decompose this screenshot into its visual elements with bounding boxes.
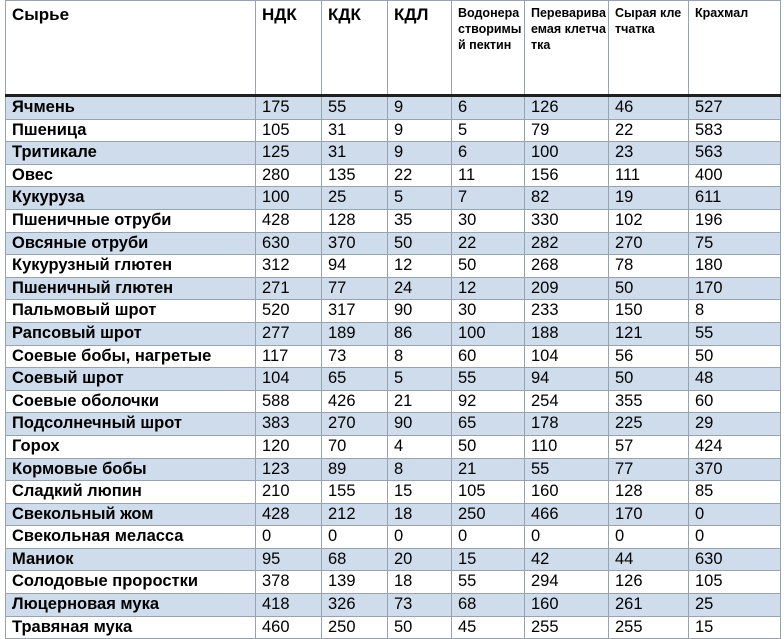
cell-insoluble-pectin: 92 [452, 390, 525, 413]
cell-raw-material: Соевые бобы, нагретые [6, 345, 256, 368]
cell-starch: 370 [689, 458, 781, 481]
cell-insoluble-pectin: 7 [452, 187, 525, 210]
cell-starch: 583 [689, 119, 781, 142]
cell-crude-fiber: 121 [609, 322, 689, 345]
cell-kdl: 8 [388, 458, 452, 481]
feed-composition-table [5, 0, 781, 639]
cell-kdk: 94 [322, 255, 388, 278]
cell-kdk: 139 [322, 571, 388, 594]
cell-starch: 563 [689, 142, 781, 165]
cell-crude-fiber: 255 [609, 616, 689, 639]
table-row [6, 96, 781, 120]
cell-kdk: 128 [322, 209, 388, 232]
cell-crude-fiber: 50 [609, 368, 689, 391]
cell-ndk: 123 [256, 458, 322, 481]
cell-crude-fiber: 23 [609, 142, 689, 165]
table-row [6, 277, 781, 300]
cell-kdl: 50 [388, 232, 452, 255]
cell-raw-material: Пшеничный глютен [6, 277, 256, 300]
cell-kdl: 8 [388, 345, 452, 368]
cell-ndk: 378 [256, 571, 322, 594]
cell-kdl: 9 [388, 142, 452, 165]
cell-digestible-fiber: 178 [525, 413, 609, 436]
header-kdk: КДК [322, 1, 388, 96]
cell-kdk: 135 [322, 164, 388, 187]
cell-insoluble-pectin: 45 [452, 616, 525, 639]
cell-digestible-fiber: 233 [525, 300, 609, 323]
cell-kdk: 426 [322, 390, 388, 413]
cell-kdk: 89 [322, 458, 388, 481]
header-digestible-fiber: Переваривaемая клетчатка [525, 1, 609, 96]
cell-digestible-fiber: 466 [525, 503, 609, 526]
table-row [6, 368, 781, 391]
cell-insoluble-pectin: 60 [452, 345, 525, 368]
table-row [6, 142, 781, 165]
cell-ndk: 120 [256, 435, 322, 458]
cell-raw-material: Кукуруза [6, 187, 256, 210]
cell-starch: 105 [689, 571, 781, 594]
cell-digestible-fiber: 82 [525, 187, 609, 210]
table-row [6, 548, 781, 571]
cell-digestible-fiber: 79 [525, 119, 609, 142]
cell-raw-material: Сладкий люпин [6, 481, 256, 504]
cell-digestible-fiber: 160 [525, 481, 609, 504]
cell-crude-fiber: 225 [609, 413, 689, 436]
cell-crude-fiber: 0 [609, 526, 689, 549]
table-row [6, 187, 781, 210]
cell-starch: 0 [689, 503, 781, 526]
cell-insoluble-pectin: 12 [452, 277, 525, 300]
cell-crude-fiber: 128 [609, 481, 689, 504]
header-insoluble-pectin: Водонерастворимый пектин [452, 1, 525, 96]
cell-digestible-fiber: 294 [525, 571, 609, 594]
table-row [6, 390, 781, 413]
cell-kdk: 73 [322, 345, 388, 368]
cell-insoluble-pectin: 6 [452, 96, 525, 120]
cell-kdl: 0 [388, 526, 452, 549]
cell-kdk: 77 [322, 277, 388, 300]
cell-raw-material: Подсолнечный шрот [6, 413, 256, 436]
cell-ndk: 105 [256, 119, 322, 142]
cell-raw-material: Люцерновая мука [6, 594, 256, 617]
cell-kdk: 250 [322, 616, 388, 639]
cell-crude-fiber: 57 [609, 435, 689, 458]
cell-starch: 15 [689, 616, 781, 639]
cell-crude-fiber: 46 [609, 96, 689, 120]
cell-kdk: 270 [322, 413, 388, 436]
cell-kdl: 21 [388, 390, 452, 413]
cell-digestible-fiber: 188 [525, 322, 609, 345]
cell-insoluble-pectin: 30 [452, 209, 525, 232]
cell-digestible-fiber: 55 [525, 458, 609, 481]
cell-kdl: 86 [388, 322, 452, 345]
table-row [6, 594, 781, 617]
cell-starch: 180 [689, 255, 781, 278]
cell-kdk: 326 [322, 594, 388, 617]
cell-digestible-fiber: 126 [525, 96, 609, 120]
cell-raw-material: Маниок [6, 548, 256, 571]
cell-digestible-fiber: 268 [525, 255, 609, 278]
table-row [6, 503, 781, 526]
cell-kdk: 155 [322, 481, 388, 504]
cell-crude-fiber: 78 [609, 255, 689, 278]
cell-ndk: 277 [256, 322, 322, 345]
cell-starch: 48 [689, 368, 781, 391]
cell-insoluble-pectin: 250 [452, 503, 525, 526]
table-row [6, 300, 781, 323]
cell-ndk: 95 [256, 548, 322, 571]
cell-kdl: 9 [388, 96, 452, 120]
cell-crude-fiber: 22 [609, 119, 689, 142]
cell-kdk: 31 [322, 142, 388, 165]
cell-ndk: 125 [256, 142, 322, 165]
cell-starch: 85 [689, 481, 781, 504]
header-crude-fiber: Сырая клетчатка [609, 1, 689, 96]
cell-kdl: 4 [388, 435, 452, 458]
cell-raw-material: Свекольный жом [6, 503, 256, 526]
cell-kdk: 55 [322, 96, 388, 120]
table-row [6, 322, 781, 345]
table-row [6, 164, 781, 187]
cell-kdl: 35 [388, 209, 452, 232]
cell-ndk: 271 [256, 277, 322, 300]
cell-kdl: 22 [388, 164, 452, 187]
cell-kdk: 0 [322, 526, 388, 549]
cell-starch: 8 [689, 300, 781, 323]
header-raw-material: Сырье [6, 1, 256, 96]
cell-digestible-fiber: 104 [525, 345, 609, 368]
cell-insoluble-pectin: 11 [452, 164, 525, 187]
cell-kdl: 15 [388, 481, 452, 504]
cell-insoluble-pectin: 50 [452, 255, 525, 278]
cell-kdk: 317 [322, 300, 388, 323]
cell-insoluble-pectin: 6 [452, 142, 525, 165]
cell-ndk: 383 [256, 413, 322, 436]
cell-insoluble-pectin: 105 [452, 481, 525, 504]
cell-kdk: 370 [322, 232, 388, 255]
cell-starch: 50 [689, 345, 781, 368]
cell-raw-material: Соевые оболочки [6, 390, 256, 413]
cell-insoluble-pectin: 5 [452, 119, 525, 142]
cell-kdk: 25 [322, 187, 388, 210]
header-row [6, 1, 781, 96]
cell-insoluble-pectin: 55 [452, 571, 525, 594]
cell-insoluble-pectin: 68 [452, 594, 525, 617]
cell-kdl: 73 [388, 594, 452, 617]
cell-crude-fiber: 50 [609, 277, 689, 300]
header-kdl: КДЛ [388, 1, 452, 96]
cell-digestible-fiber: 156 [525, 164, 609, 187]
cell-digestible-fiber: 330 [525, 209, 609, 232]
cell-raw-material: Кукурузный глютен [6, 255, 256, 278]
cell-ndk: 460 [256, 616, 322, 639]
cell-kdl: 5 [388, 368, 452, 391]
cell-ndk: 117 [256, 345, 322, 368]
cell-kdk: 70 [322, 435, 388, 458]
cell-digestible-fiber: 282 [525, 232, 609, 255]
cell-raw-material: Овес [6, 164, 256, 187]
cell-crude-fiber: 270 [609, 232, 689, 255]
cell-ndk: 210 [256, 481, 322, 504]
cell-crude-fiber: 261 [609, 594, 689, 617]
cell-raw-material: Овсяные отруби [6, 232, 256, 255]
cell-digestible-fiber: 100 [525, 142, 609, 165]
cell-starch: 60 [689, 390, 781, 413]
cell-digestible-fiber: 209 [525, 277, 609, 300]
cell-ndk: 630 [256, 232, 322, 255]
cell-crude-fiber: 77 [609, 458, 689, 481]
cell-digestible-fiber: 94 [525, 368, 609, 391]
cell-starch: 75 [689, 232, 781, 255]
cell-kdl: 50 [388, 616, 452, 639]
cell-raw-material: Рапсовый шрот [6, 322, 256, 345]
cell-raw-material: Пшеничные отруби [6, 209, 256, 232]
cell-digestible-fiber: 255 [525, 616, 609, 639]
cell-insoluble-pectin: 15 [452, 548, 525, 571]
cell-insoluble-pectin: 21 [452, 458, 525, 481]
cell-digestible-fiber: 110 [525, 435, 609, 458]
cell-crude-fiber: 102 [609, 209, 689, 232]
cell-raw-material: Солодовые проростки [6, 571, 256, 594]
table-row [6, 571, 781, 594]
cell-starch: 400 [689, 164, 781, 187]
table-row [6, 209, 781, 232]
cell-ndk: 280 [256, 164, 322, 187]
cell-raw-material: Горох [6, 435, 256, 458]
cell-starch: 424 [689, 435, 781, 458]
cell-kdl: 24 [388, 277, 452, 300]
cell-kdl: 5 [388, 187, 452, 210]
table-row [6, 435, 781, 458]
cell-starch: 55 [689, 322, 781, 345]
cell-raw-material: Соевый шрот [6, 368, 256, 391]
cell-kdk: 31 [322, 119, 388, 142]
table-row [6, 526, 781, 549]
cell-kdl: 90 [388, 300, 452, 323]
cell-raw-material: Кормовые бобы [6, 458, 256, 481]
cell-ndk: 0 [256, 526, 322, 549]
cell-digestible-fiber: 42 [525, 548, 609, 571]
cell-insoluble-pectin: 50 [452, 435, 525, 458]
cell-insoluble-pectin: 55 [452, 368, 525, 391]
cell-insoluble-pectin: 30 [452, 300, 525, 323]
cell-ndk: 520 [256, 300, 322, 323]
cell-crude-fiber: 170 [609, 503, 689, 526]
cell-starch: 527 [689, 96, 781, 120]
header-starch: Крахмал [689, 1, 781, 96]
cell-digestible-fiber: 0 [525, 526, 609, 549]
cell-starch: 170 [689, 277, 781, 300]
cell-starch: 196 [689, 209, 781, 232]
table-row [6, 616, 781, 639]
cell-crude-fiber: 56 [609, 345, 689, 368]
table-row [6, 345, 781, 368]
table-row [6, 413, 781, 436]
cell-ndk: 588 [256, 390, 322, 413]
cell-kdl: 9 [388, 119, 452, 142]
cell-crude-fiber: 44 [609, 548, 689, 571]
cell-starch: 611 [689, 187, 781, 210]
cell-insoluble-pectin: 100 [452, 322, 525, 345]
table-row [6, 481, 781, 504]
cell-crude-fiber: 126 [609, 571, 689, 594]
cell-ndk: 100 [256, 187, 322, 210]
cell-starch: 25 [689, 594, 781, 617]
cell-kdl: 90 [388, 413, 452, 436]
cell-ndk: 418 [256, 594, 322, 617]
cell-kdl: 18 [388, 503, 452, 526]
table-row [6, 458, 781, 481]
cell-raw-material: Тритикале [6, 142, 256, 165]
cell-insoluble-pectin: 0 [452, 526, 525, 549]
cell-starch: 29 [689, 413, 781, 436]
cell-kdl: 20 [388, 548, 452, 571]
cell-kdl: 12 [388, 255, 452, 278]
cell-raw-material: Пальмовый шрот [6, 300, 256, 323]
cell-ndk: 428 [256, 503, 322, 526]
cell-ndk: 104 [256, 368, 322, 391]
cell-digestible-fiber: 254 [525, 390, 609, 413]
cell-crude-fiber: 19 [609, 187, 689, 210]
cell-raw-material: Травяная мука [6, 616, 256, 639]
cell-kdk: 189 [322, 322, 388, 345]
cell-ndk: 175 [256, 96, 322, 120]
table-row [6, 255, 781, 278]
cell-starch: 0 [689, 526, 781, 549]
cell-crude-fiber: 150 [609, 300, 689, 323]
cell-kdk: 212 [322, 503, 388, 526]
cell-insoluble-pectin: 22 [452, 232, 525, 255]
cell-kdk: 68 [322, 548, 388, 571]
cell-raw-material: Ячмень [6, 96, 256, 120]
cell-raw-material: Пшеница [6, 119, 256, 142]
table-row [6, 119, 781, 142]
header-ndk: НДК [256, 1, 322, 96]
cell-kdl: 18 [388, 571, 452, 594]
cell-insoluble-pectin: 65 [452, 413, 525, 436]
cell-raw-material: Свекольная меласса [6, 526, 256, 549]
cell-digestible-fiber: 160 [525, 594, 609, 617]
cell-starch: 630 [689, 548, 781, 571]
cell-ndk: 312 [256, 255, 322, 278]
cell-crude-fiber: 111 [609, 164, 689, 187]
cell-kdk: 65 [322, 368, 388, 391]
cell-ndk: 428 [256, 209, 322, 232]
cell-crude-fiber: 355 [609, 390, 689, 413]
table-row [6, 232, 781, 255]
